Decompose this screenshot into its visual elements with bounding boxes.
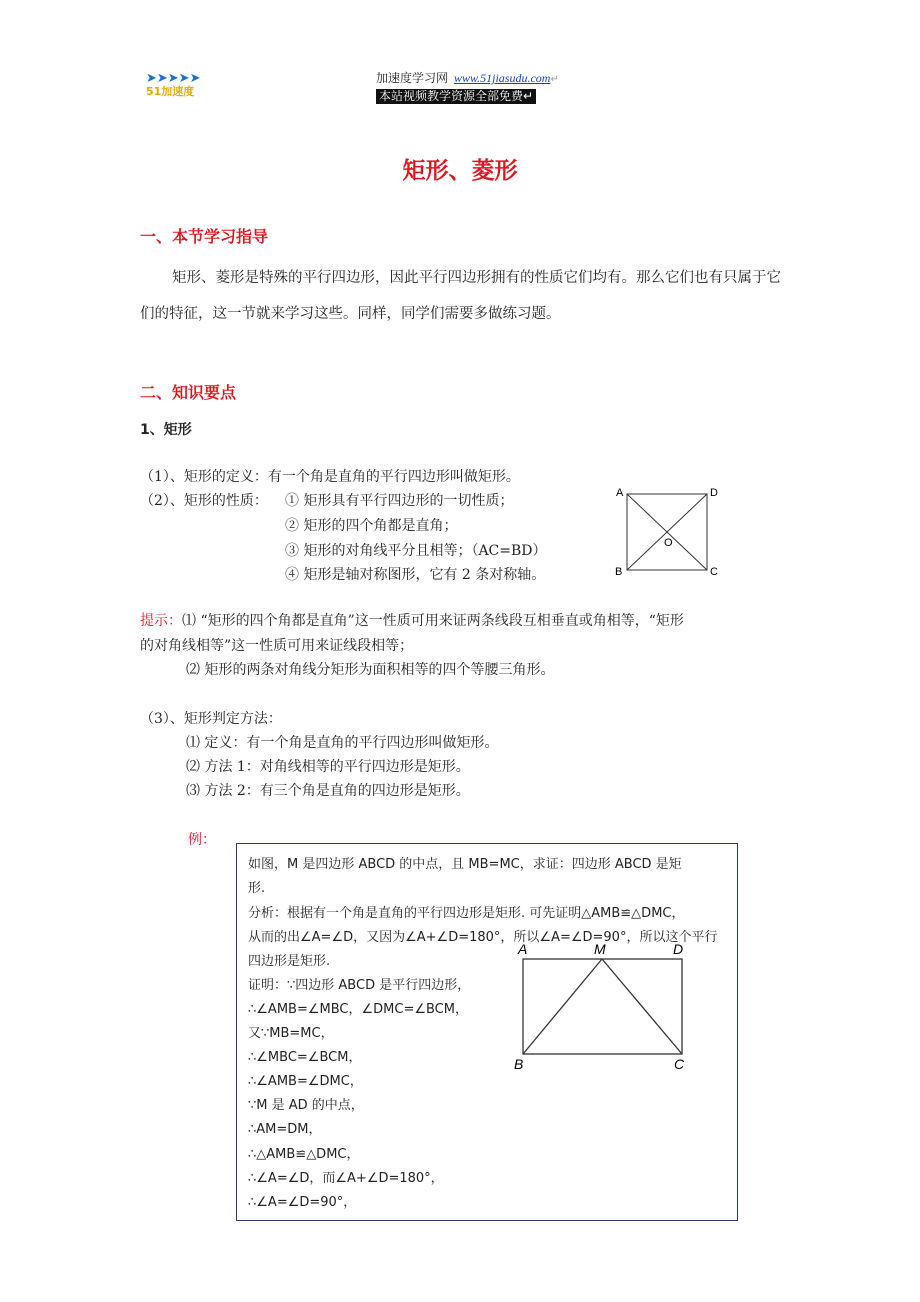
property-item: ① 矩形具有平行四边形的一切性质；	[285, 493, 514, 509]
label-b: B	[514, 1056, 524, 1072]
example-line: 四边形是矩形.	[248, 954, 331, 969]
site-name: 加速度学习网	[376, 71, 449, 85]
return-mark: ↵	[550, 74, 559, 85]
tip-label: 提示：	[140, 613, 182, 629]
rectangle-abcd-outline	[523, 959, 682, 1054]
section2-heading: 二、知识要点	[140, 383, 237, 402]
section1-heading: 一、本节学习指导	[140, 227, 269, 246]
label-c: C	[710, 566, 718, 578]
tip-line	[140, 611, 684, 631]
example-line: ∴∠A=∠D=90°，	[248, 1195, 357, 1210]
page-title: 矩形、菱形	[402, 158, 518, 184]
example-line: 分析：根据有一个角是直角的平行四边形是矩形. 可先证明△AMB≌△DMC，	[248, 906, 685, 921]
tip1-part-a: ⑴ “矩形的四个角都是直角”这一性质可用来证两条线段互相垂直或角相等，“矩形	[182, 613, 684, 629]
label-d: D	[673, 941, 684, 957]
example-line: ∴AM=DM，	[248, 1122, 322, 1137]
example-line: ∴△AMB≌△DMC，	[248, 1147, 360, 1162]
rectangle-diagonals-figure	[612, 484, 724, 580]
property-item: ② 矩形的四个角都是直角；	[285, 518, 458, 534]
label-a: A	[616, 487, 624, 499]
free-resources-banner: 本站视频教学资源全部免费↵	[376, 89, 536, 104]
label-d: D	[710, 487, 718, 499]
example-line: 又∵MB=MC，	[248, 1026, 334, 1041]
label-c: C	[674, 1056, 685, 1072]
logo-arrows-icon: ➤➤➤➤➤	[146, 71, 201, 86]
logo-text: 51加速度	[146, 85, 195, 98]
site-header-line	[376, 70, 559, 88]
example-line: ∴∠MBC=∠BCM，	[248, 1050, 362, 1065]
example-line: 从而的出∠A=∠D，又因为∠A+∠D=180°，所以∠A=∠D=90°，所以这个平行	[248, 930, 718, 945]
judge-item: ⑴ 定义：有一个角是直角的平行四边形叫做矩形。	[186, 735, 499, 751]
judge-label: （3）、矩形判定方法：	[140, 711, 282, 727]
segment-mc	[602, 959, 682, 1054]
label-m: M	[594, 941, 606, 957]
example-line: 形.	[248, 881, 266, 896]
property-item: ④ 矩形是轴对称图形，它有 2 条对称轴。	[285, 567, 546, 583]
segment-mb	[523, 959, 602, 1054]
example-line: ∴∠A=∠D，而∠A+∠D=180°，	[248, 1171, 444, 1186]
example-line: ∴∠AMB=∠MBC，∠DMC=∠BCM，	[248, 1002, 468, 1017]
rectangle-definition: （1）、矩形的定义：有一个角是直角的平行四边形叫做矩形。	[140, 469, 520, 485]
label-a: A	[518, 941, 528, 957]
site-url-link[interactable]: www.51jiasudu.com	[454, 71, 551, 85]
site-logo	[146, 72, 208, 102]
properties-label: （2）、矩形的性质：	[140, 493, 268, 509]
judge-item: ⑵ 方法 1：对角线相等的平行四边形是矩形。	[186, 759, 470, 775]
example-line: 证明：∵四边形 ABCD 是平行四边形，	[248, 978, 471, 993]
label-b: B	[615, 566, 623, 578]
example-label: 例：	[188, 832, 216, 848]
label-o: O	[664, 537, 673, 549]
example-line: ∵M 是 AD 的中点，	[248, 1098, 364, 1113]
judge-item: ⑶ 方法 2：有三个角是直角的四边形是矩形。	[186, 783, 470, 799]
tip2: ⑵ 矩形的两条对角线分矩形为面积相等的四个等腰三角形。	[186, 662, 555, 678]
property-item: ③ 矩形的对角线平分且相等；（AC=BD）	[285, 543, 547, 559]
tip1-part-b: 的对角线相等”这一性质可用来证线段相等；	[140, 638, 414, 654]
example-line: ∴∠AMB=∠DMC，	[248, 1074, 363, 1089]
rectangle-midpoint-figure	[510, 940, 690, 1074]
example-line: 如图，M 是四边形 ABCD 的中点，且 MB=MC，求证：四边形 ABCD 是矩	[248, 857, 682, 872]
subsection-rectangle: 1、矩形	[140, 422, 192, 438]
section1-body: 矩形、菱形是特殊的平行四边形，因此平行四边形拥有的性质它们均有。那么它们也有只属于它们的特征，这一节就来学习这些。同样，同学们需要多做练习题。	[140, 270, 781, 322]
